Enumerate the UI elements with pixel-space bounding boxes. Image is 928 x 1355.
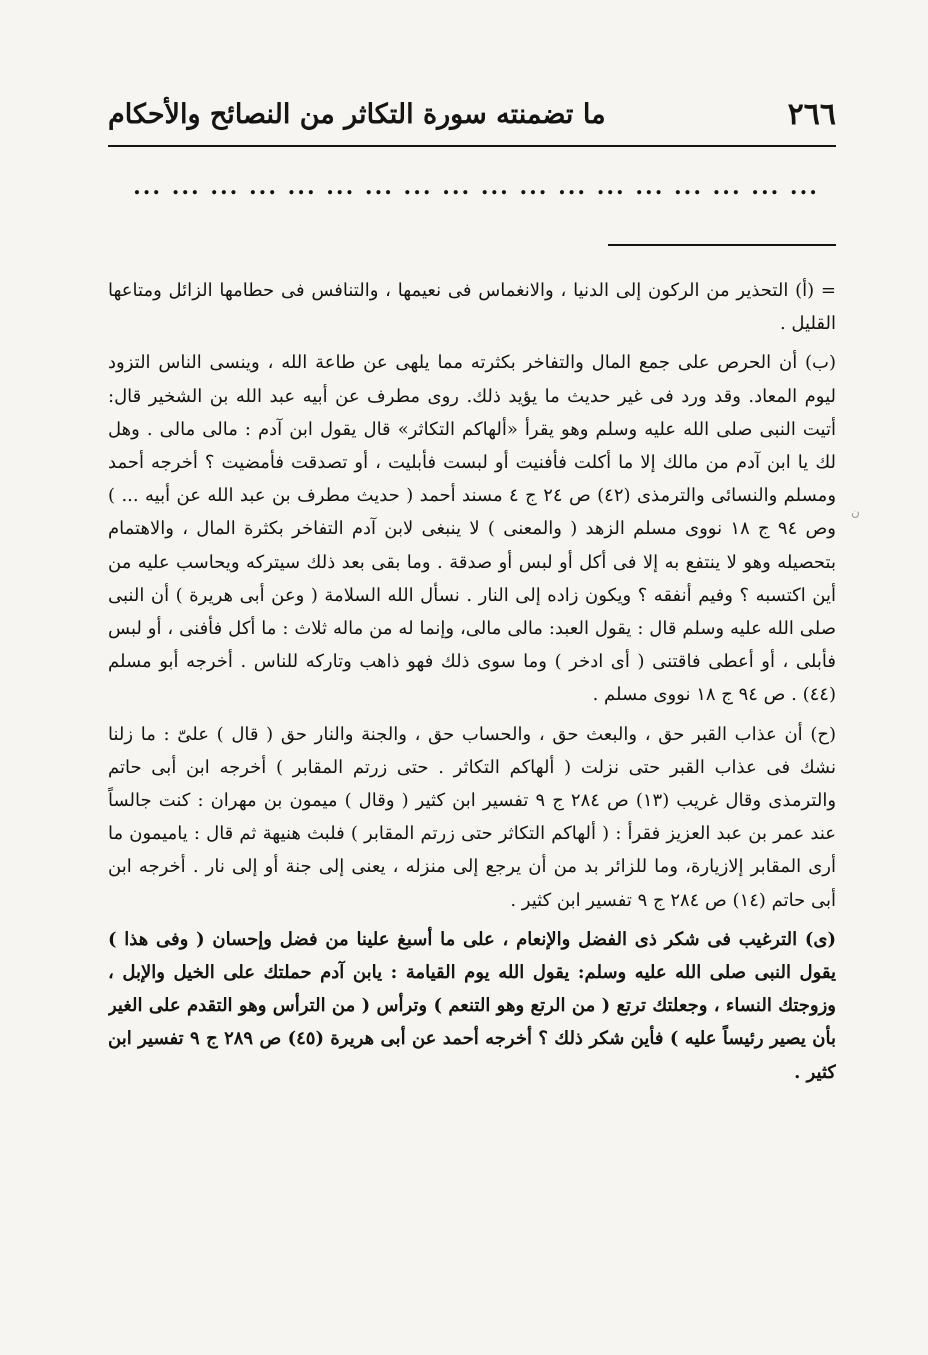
- footnote-paragraph-d: (ى) الترغيب فى شكر ذى الفضل والإنعام ، على ما أسبغ علينا من فضل وإحسان ( وفى هذا ) يقول النبى صلى الله عليه وسلم: يقول الله يوم القيامة : يابن آدم حملتك على الخيل والإبل ، وزوجتك النساء ، وجعلتك ترتع ( من الرتع وهو التنعم ) وترأس ( من الترأس وهو التقدم على الغير بأن يصير رئيساً عليه ) فأين شكر ذلك ؟ أخرجه أحمد عن أبى هريرة (٤٥) ص ٢٨٩ ج ٩ تفسير ابن كثير .: [108, 928, 836, 1083]
- footnote-separator: [608, 244, 836, 246]
- header-rule: [108, 145, 836, 147]
- running-title: ما تضمنته سورة التكاثر من النصائح والأحكام: [108, 98, 606, 130]
- page-number: ٢٦٦: [787, 96, 836, 132]
- footnotes-section: [108, 274, 836, 1324]
- omission-dots: ... ... ... ... ... ... ... ... ... ... ... ... ... ... ... ... ... ...: [133, 174, 819, 200]
- footnote-paragraph-c: (ح) أن عذاب القبر حق ، والبعث حق ، والحساب حق ، والجنة والنار حق ( قال ) علىّ : ما زلنا نشك فى عذاب القبر حتى نزلت ( ألهاكم التكاثر . حتى زرتم المقابر ) أخرجه ابن أبى حاتم والترمذى وقال غريب (١٣) ص ٢٨٤ ج ٩ تفسير ابن كثير ( وقال ) ميمون بن مهران : كنت جالساً عند عمر بن عبد العزيز فقرأ : ( ألهاكم التكاثر حتى زرتم المقابر ) فلبث هنيهة ثم قال : ياميمون ما أرى المقابر إلازيارة، وما للزائر بد من أن يرجع إلى منزله ، يعنى إلى جنة أو إلى نار . أخرجه ابن أبى حاتم (١٤) ص ٢٨٤ ج ٩ تفسير ابن كثير .: [108, 723, 836, 911]
- footnote-paragraph-b: (ب) أن الحرص على جمع المال والتفاخر بكثرته مما يلهى عن طاعة الله ، وينسى الناس التزود ليوم المعاد. وقد ورد فى غير حديث ما يؤيد ذلك. روى مطرف عن أبيه عبد الله بن الشخير قال: أتيت النبى صلى الله عليه وسلم وهو يقرأ «ألهاكم التكاثر» قال يقول ابن آدم : مالى مالى . وهل لك يا ابن آدم من مالك إلا ما أكلت فأفنيت أو لبست فأبليت ، أو تصدقت فأمضيت ؟ أخرجه أحمد ومسلم والنسائى والترمذى (٤٢) ص ٢٤ ج ٤ مسند أحمد ( حديث مطرف بن عبد الله عن أبيه ... ) وص ٩٤ ج ١٨ نووى مسلم الزهد ( والمعنى ) لا ينبغى لابن آدم التفاخر بكثرة المال ، والاهتمام بتحصيله وهو لا ينتفع به إلا فى أكل أو لبس أو صدقة . وما بقى بعد ذلك سيتركه ويحاسب عليه من أين اكتسبه ؟ وفيم أنفقه ؟ ويكون زاده إلى النار . نسأل الله السلامة ( وعن أبى هريرة ) أن النبى صلى الله عليه وسلم قال : يقول العبد: مالى مالى، وإنما له من ماله ثلاث : ما أكل فأفنى ، أو لبس فأبلى ، أو أعطى فاقتنى ( أى ادخر ) وما سوى ذلك فهو ذاهب وتاركه للناس . أخرجه أبو مسلم (٤٤) . ص ٩٤ ج ١٨ نووى مسلم .: [108, 352, 836, 706]
- margin-mark: ن: [851, 505, 860, 519]
- page-header: [108, 88, 836, 140]
- footnote-paragraph-a: = (أ) التحذير من الركون إلى الدنيا ، والانغماس فى نعيمها ، والتنافس فى حطامها الزائل ومتاعها القليل .: [108, 280, 836, 335]
